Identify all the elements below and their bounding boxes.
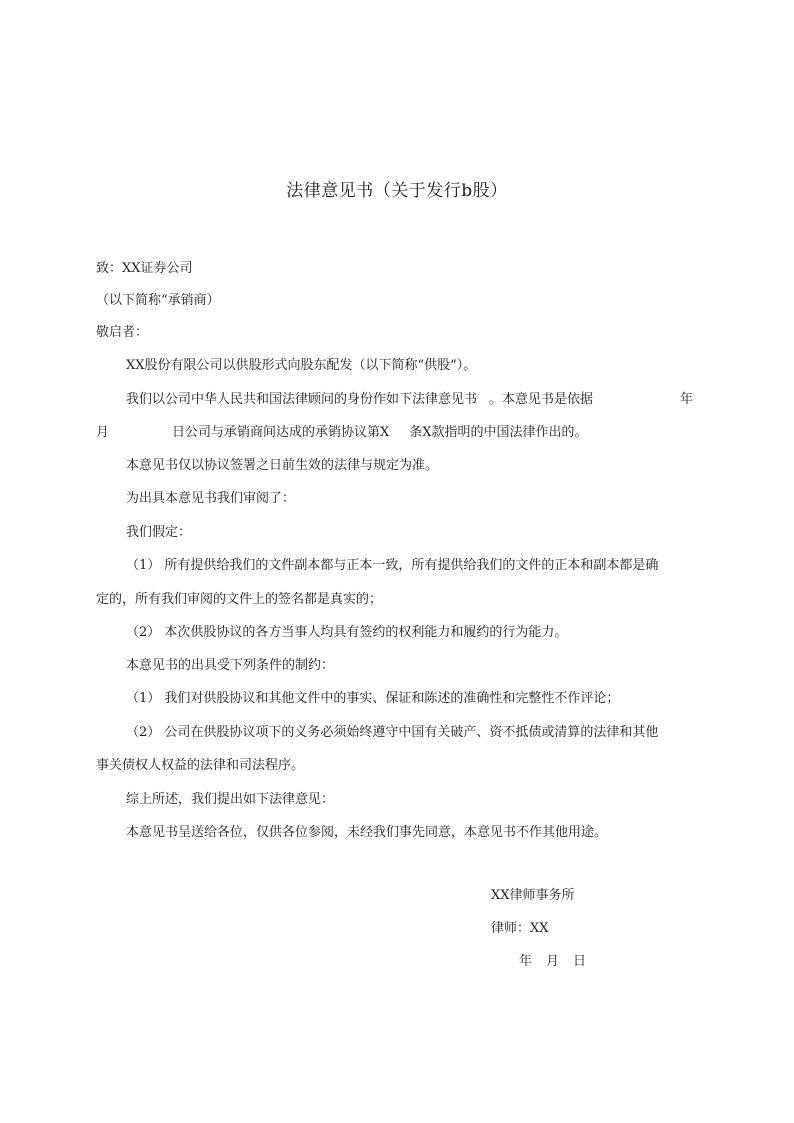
paragraph-2-day-part: 日公司与承销商间达成的承销协议第X	[172, 425, 390, 440]
condition-1: （1） 我们对供股协议和其他文件中的事实、保证和陈述的准确性和完整性不作评论；	[126, 691, 620, 706]
paragraph-3: 本意见书仅以协议签署之日前生效的法律与规定为准。	[126, 458, 439, 473]
assumption-1-line-2: 定的，所有我们审阅的文件上的签名都是真实的；	[96, 592, 383, 607]
document-title: 法律意见书（关于发行b股）	[286, 181, 508, 201]
addressee-note: （以下简称“承销商）	[96, 293, 220, 308]
paragraph-2-line-2	[172, 424, 588, 442]
paragraph-4: 为出具本意见书我们审阅了：	[126, 491, 296, 506]
condition-2-line-2: 事关债权人权益的法律和司法程序。	[96, 758, 305, 773]
addressee: 致：XX证券公司	[96, 261, 193, 276]
paragraph-6: 本意见书的出具受下列条件的制约：	[126, 658, 335, 673]
signature-date	[519, 953, 586, 971]
paragraph-2-year: 年	[680, 392, 694, 407]
paragraph-5: 我们假定：	[126, 525, 192, 540]
condition-2-line-1: （2） 公司在供股协议项下的义务必须始终遵守中国有关破产、资不抵债或清算的法律和其他	[126, 725, 659, 740]
assumption-1-line-1: （1） 所有提供给我们的文件副本都与正本一致，所有提供给我们的文件的正本和副本都是确	[126, 558, 659, 573]
date-day: 日	[573, 954, 587, 969]
paragraph-1: XX股份有限公司以供股形式向股东配发（以下简称“供股“）。	[126, 358, 477, 373]
paragraph-2-part-a: 我们以公司中华人民共和国法律顾问的身份作如下法律意见书	[126, 392, 478, 407]
paragraph-2-month: 月	[96, 425, 110, 440]
paragraph-2-clause-part: 条X款指明的中国法律作出的。	[409, 425, 588, 440]
paragraph-2-line-1	[126, 391, 593, 409]
signature-lawyer: 律师：XX	[491, 921, 549, 936]
paragraph-8: 本意见书呈送给各位，仅供各位参阅，未经我们事先同意，本意见书不作其他用途。	[126, 825, 608, 840]
signature-firm: XX律师事务所	[491, 888, 575, 903]
date-month: 月	[546, 954, 560, 969]
assumption-2: （2） 本次供股协议的各方当事人均具有签约的权利能力和履约的行为能力。	[126, 625, 568, 640]
date-year: 年	[519, 954, 533, 969]
salutation: 敬启者：	[96, 325, 149, 340]
paragraph-2-part-b: 。本意见书是依据	[489, 392, 594, 407]
paragraph-7: 综上所述，我们提出如下法律意见：	[126, 792, 335, 807]
